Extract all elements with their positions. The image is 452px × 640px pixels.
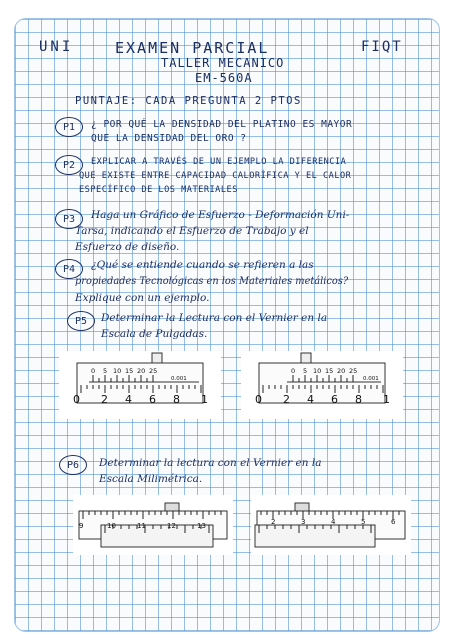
main-scale-label: 6 <box>391 518 396 526</box>
exam-sheet <box>14 18 440 632</box>
mm-vernier-caliper <box>73 495 233 555</box>
workshop-subtitle: TALLER MECANICO <box>161 56 285 70</box>
main-scale-label: 2 <box>271 518 276 526</box>
exam-title: EXAMEN PARCIAL <box>115 39 270 57</box>
main-scale-label: 1 <box>201 393 208 406</box>
vernier-scale-label: 5 <box>303 367 308 375</box>
main-scale-label: 12 <box>167 522 176 530</box>
main-scale-label: 5 <box>361 518 366 526</box>
vernier-scale-label: 5 <box>103 367 108 375</box>
vernier-scale-label: 15 <box>125 367 134 375</box>
main-scale-label: 9 <box>79 522 84 530</box>
question-number-badge: P5 <box>67 311 95 331</box>
main-scale-label: 13 <box>197 522 206 530</box>
vernier-scale-label: 20 <box>337 367 346 375</box>
main-scale-label: 6 <box>331 393 338 406</box>
question-text-line: propiedades Tecnológicas en los Materiales metálicos? <box>75 276 349 287</box>
course-code: EM-560A <box>195 71 253 85</box>
question-number-badge: P3 <box>55 209 83 229</box>
question-text-line: Determinar la Lectura con el Vernier en la <box>101 312 328 324</box>
vernier-scale-label: 25 <box>349 367 358 375</box>
main-scale-label: 8 <box>173 393 180 406</box>
question-text-line: Tarsa, indicando el Esfuerzo de Trabajo y el <box>75 225 309 237</box>
main-scale-label: 4 <box>307 393 314 406</box>
question-number-badge: P6 <box>59 455 87 475</box>
question-number-badge: P2 <box>55 155 83 175</box>
main-scale-label: 3 <box>301 518 306 526</box>
score-note: PUNTAJE: CADA PREGUNTA 2 PTOS <box>75 95 302 107</box>
main-scale-label: 10 <box>107 522 116 530</box>
question-text-line: QUE LA DENSIDAD DEL ORO ? <box>91 133 247 144</box>
main-scale-label: 0 <box>73 393 80 406</box>
question-text-line: Determinar la lectura con el Vernier en la <box>99 457 322 469</box>
question-number-badge: P4 <box>55 259 83 279</box>
question-text-line: Haga un Gráfico de Esfuerzo - Deformación Uni- <box>91 209 350 221</box>
main-scale-label: 6 <box>149 393 156 406</box>
vernier-scale-label: 10 <box>313 367 322 375</box>
main-scale-label: 2 <box>101 393 108 406</box>
question-number-badge: P1 <box>55 117 83 137</box>
main-scale-label: 2 <box>283 393 290 406</box>
vernier-scale-label: 25 <box>149 367 158 375</box>
question-text-line: Escala de Pulgadas. <box>101 328 208 340</box>
inch-vernier-caliper <box>59 351 221 419</box>
vernier-scale-label: 0 <box>91 367 96 375</box>
vernier-resolution: 0.001 <box>171 376 187 382</box>
main-scale-label: 4 <box>125 393 132 406</box>
university-label: UNI <box>39 39 74 55</box>
vernier-scale-label: 20 <box>137 367 146 375</box>
vernier-scale-label: 10 <box>113 367 122 375</box>
question-text-line: EXPLICAR A TRAVÉS DE UN EJEMPLO LA DIFERENCIA <box>91 157 347 167</box>
main-scale-label: 8 <box>355 393 362 406</box>
mm-vernier-caliper <box>251 495 411 555</box>
vernier-scale-label: 15 <box>325 367 334 375</box>
inch-vernier-caliper <box>241 351 403 419</box>
question-text-line: Esfuerzo de diseño. <box>75 241 180 253</box>
vernier-scale-label: 0 <box>291 367 296 375</box>
main-scale-label: 4 <box>331 518 336 526</box>
main-scale-label: 11 <box>137 522 146 530</box>
main-scale-label: 0 <box>255 393 262 406</box>
question-text-line: ESPECÍFICO DE LOS MATERIALES <box>79 185 238 195</box>
question-text-line: Escala Milimétrica. <box>99 473 203 485</box>
faculty-label: FIQT <box>361 39 403 55</box>
question-text-line: ¿ POR QUÉ LA DENSIDAD DEL PLATINO ES MAYOR <box>91 119 353 130</box>
vernier-resolution: 0.001 <box>363 376 379 382</box>
question-text-line: Explique con un ejemplo. <box>75 292 210 304</box>
question-text-line: ¿Qué se entiende cuando se refieren a las <box>91 259 314 271</box>
question-text-line: QUE EXISTE ENTRE CAPACIDAD CALORÍFICA Y EL CALOR <box>79 171 352 181</box>
main-scale-label: 1 <box>383 393 390 406</box>
